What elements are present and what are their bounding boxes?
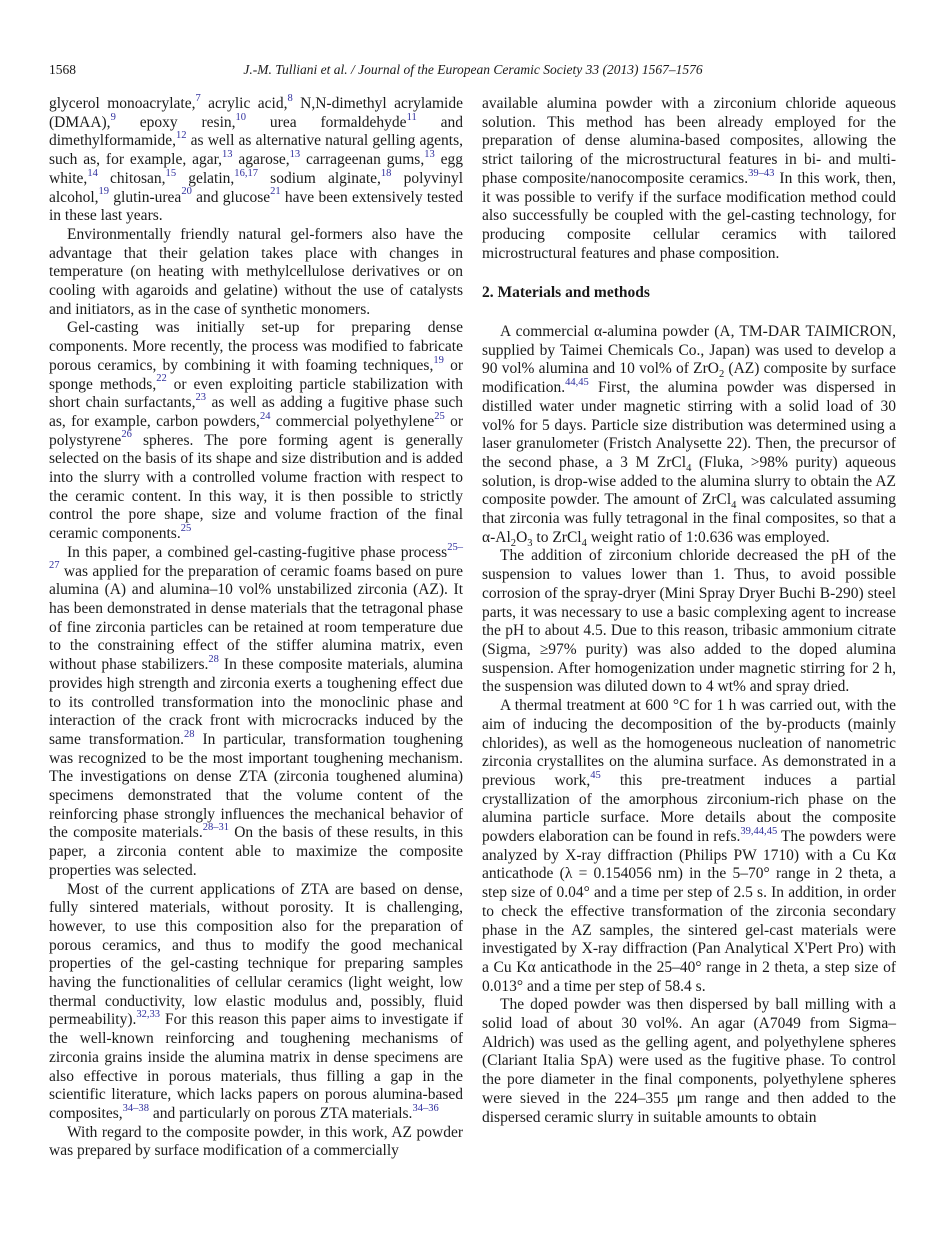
reference-citation[interactable]: 12 [175,130,187,142]
reference-citation[interactable]: 28 [208,653,219,665]
column-right [482,95,896,1161]
reference-citation[interactable]: 20 [181,186,192,198]
body-paragraph: A commercial α-alumina powder (A, TM-DAR TAIMICRON, supplied by Taimei Chemicals Co., Japan) was used to develop a 90 vol% alumina and 10 vol% of ZrO$_2$ (AZ) composite by surface modification.$^{44,45}$ First, the alumina powder was dispersed in distilled water under magnetic stirring with a solid load of 30 vol% for 5 days. Particle size distribution was determined using a laser granulometer (Fristch Analysette 22). Then, the precursor of the second phase, a 3 M ZrCl$_4$ (Fluka, >98% purity) aqueous solution, is drop-wise added to the alumina slurry to obtain the AZ composite powder. The amount of ZrCl$_4$ was calculated assuming that zirconia was fully tetragonal in the final composites, so that a $\alpha-Al_2O_3$ to ZrCl$_4$ weight ratio of 1:0.636 was employed. [482,323,896,549]
reference-citation[interactable]: 7 [195,92,201,104]
two-column-body [49,92,897,1161]
body-paragraph: With regard to the composite powder, in this work, AZ powder was prepared by surface modification of a commercially [49,1123,463,1160]
body-paragraph: glycerol monoacrylate,$^7$ acrylic acid,$^8$ N,N-dimethyl acrylamide (DMAA),$^9$ epoxy resin,$^{10}$ urea formaldehyde$^{11}$ and dimethylformamide,$^{12}$ as well as alternative natural gelling agents, such as, for example, agar,$^{13}$ agarose,$^{13}$ carrageenan gums,$^{13}$ egg white,$^{14}$ chitosan,$^{15}$ gelatin,$^{16,17}$ sodium alginate,$^{18}$ polyvinyl alcohol,$^{19}$ glutin-urea$^{20}$ and glucose$^{21}$ have been extensively tested in these last years. [49,92,464,225]
reference-citation[interactable]: 34–36 [412,1102,439,1114]
reference-citation[interactable]: 45 [590,769,601,781]
column-left [49,92,464,1161]
body-paragraph: Gel-casting was initially set-up for preparing dense components. More recently, the process was modified to fabricate porous ceramics, by combining it with foaming techniques,$^{19}$ or sponge methods,$^{22}$ or even exploiting particle stabilization with short chain surfactants,$^{23}$ as well as adding a fugitive phase such as, for example, carbon powders,$^{24}$ commercial polyethylene$^{25}$ or polystyrene$^{26}$ spheres. The pore forming agent is generally selected on the basis of its shape and size distribution and is added into the slurry with a controlled volume fraction with respect to the ceramic content. In this way, it is then possible to strictly control the pore shape, size and volume fraction of the final ceramic components.$^{25}$ [49,319,463,543]
body-paragraph: In this paper, a combined gel-casting-fugitive phase process$^{25-27}$ was applied for the preparation of ceramic foams based on pure alumina (A) and alumina–10 vol% unstabilized zirconia (AZ). It has been demonstrated in dense materials that the tetragonal phase of fine zirconia particles can be retained at room temperature due to the constraining effect of the stiffer alumina matrix, even without phase stabilizers.$^{28}$ In these composite materials, alumina provides high strength and zirconia exerts a toughening effect due to its controlled transformation into the monoclinic phase and interaction of the crack front with microcracks induced by the same transformation.$^{28}$ In particular, transformation toughening was recognized to be the most important toughening mechanism. The investigations on dense ZTA (zirconia toughened alumina) specimens demonstrated that the volume content of the reinforcing phase strongly influences the mechanical behavior of the composite materials.$^{28-31}$ On the basis of these results, in this paper, a zirconia content able to maximize the composite properties was selected. [49,541,463,879]
reference-citation[interactable]: 13 [289,148,301,160]
body-paragraph: A thermal treatment at 600 °C for 1 h was carried out, with the aim of inducing the decomposition of the by-products (mainly chlorides), as well as the homogeneous nucleation of nanometric zirconia crystallites on the alumina surface. As demonstrated in a previous work,$^{45}$ this pre-treatment induces a partial crystallization of the amorphous zirconium-rich phase on the alumina particle surface. More details about the composite powders elaboration can be found in refs.$^{39,44,45}$ The powders were analyzed by X-ray diffraction (Philips PW 1710) with a Cu Kα anticathode (λ = 0.154056 nm) in the 5–70° range in 2 theta, a step size of 0.04° and a time per step of 2.5 s. In addition, in order to check the effective transformation of the zirconia secondary phase in the AZ samples, the sintered gel-cast materials were investigated by X-ray diffraction (Pan Analytical X'Pert Pro) with a Cu Kα anticathode in the 25–40° range in 2 theta, a step size of 0.013° and a time per step of 58.4 s. [482,697,896,995]
reference-citation[interactable]: 26 [121,429,132,441]
reference-citation[interactable]: 19 [433,354,444,366]
chemical-subscript: 2 [718,369,725,381]
reference-citation[interactable]: 18 [380,167,392,179]
reference-citation[interactable]: 22 [156,373,167,385]
reference-citation[interactable]: 23 [195,392,206,404]
reference-citation[interactable]: 39–43 [748,167,775,179]
chemical-subscript: 3 [527,537,533,549]
reference-citation[interactable]: 9 [110,111,116,123]
reference-citation[interactable]: 25 [434,410,445,422]
chemical-subscript: 4 [686,463,692,475]
reference-citation[interactable]: 25–27 [49,541,463,572]
page-number: 1568 [49,62,76,77]
body-paragraph: Environmentally friendly natural gel-formers also have the advantage that their gelation takes place with changes in temperature (on heating with methylcellulose derivatives or on cooling with agaroids and gelatine) without the use of catalysts and initiators, as in the case of synthetic monomers. [49,225,463,318]
chemical-subscript: 4 [581,537,587,549]
reference-citation[interactable]: 28 [183,728,195,740]
reference-citation[interactable]: 13 [424,148,435,160]
reference-citation[interactable]: 28–31 [202,822,230,834]
reference-citation[interactable]: 8 [287,92,293,104]
reference-citation[interactable]: 44,45 [565,376,589,388]
body-paragraph: The doped powder was then dispersed by ball milling with a solid load of about 30 vol%. An agar (A7049 from Sigma–Aldrich) was used as the gelling agent, and polyethylene spheres (Clariant Italia SpA) were used as the fugitive phase. To control the pore diameter in the final components, polyethylene spheres were sieved in the 224–355 μm range and then added to the dispersed ceramic slurry in suitable amounts to obtain [482,996,896,1126]
reference-citation[interactable]: 14 [87,167,98,179]
page-header [49,62,897,80]
reference-citation[interactable]: 11 [406,111,417,123]
reference-citation[interactable]: 32,33 [136,1009,161,1021]
reference-citation[interactable]: 25 [180,522,192,534]
body-paragraph: available alumina powder with a zirconium chloride aqueous solution. This method has been already employed for the preparation of dense alumina-based composites, allowing the strict tailoring of the microstructural features in bi- and multi-phase composite/nanocomposite ceramics.$^{39-43}$ In this work, then, it was possible to verify if the surface modification method could also successfully be coupled with the gel-casting technology, for producing composite cellular ceramics with tailored microstructural features and phase composition. [482,95,896,262]
reference-citation[interactable]: 13 [222,148,233,160]
reference-citation[interactable]: 10 [235,111,247,123]
chemical-subscript: 2 [510,537,517,549]
reference-citation[interactable]: 24 [259,410,271,422]
section-heading: 2. Materials and methods [482,284,650,302]
reference-citation[interactable]: 19 [98,186,110,198]
body-paragraph: Most of the current applications of ZTA are based on dense, fully sintered materials, without porosity. It is challenging, however, to use this composition also for the preparation of porous ceramics, and thus to modify the good mechanical properties of the gel-casting technique for preparing samples having the functionalities of cellular ceramics (light weight, low thermal conductivity, low elastic modulus and, possibly, fluid permeability).$^{32,33}$ For this reason this paper aims to investigate if the well-known reinforcing and toughening mechanisms of zirconia grains inside the alumina matrix in dense specimens are also effective in porous materials, thus filling a gap in the scientific literature, which lacks papers on porous alumina-based composites,$^{34-38}$ and particularly on porous ZTA materials.$^{34-36}$ [49,880,463,1122]
running-title: J.-M. Tulliani et al. / Journal of the European Ceramic Society 33 (2013) 1567–1576 [243,62,703,77]
reference-citation[interactable]: 15 [165,167,177,179]
reference-citation[interactable]: 34–38 [122,1102,149,1114]
reference-citation[interactable]: 16,17 [234,167,258,179]
reference-citation[interactable]: 21 [270,186,281,198]
chemical-subscript: 4 [731,500,737,512]
reference-citation[interactable]: 39,44,45 [740,825,778,837]
body-paragraph: The addition of zirconium chloride decreased the pH of the suspension to values lower than 1. Thus, to avoid possible corrosion of the spray-dryer (Mini Spray Dryer Buchi B-290) steel parts, it was necessary to use a basic complexing agent to increase the pH to about 4.5. Due to this reason, tribasic ammonium citrate (Sigma, ≥97% purity) was also added to the doped alumina suspension. After homogenization under magnetic stirring for 2 h, the suspension was diluted down to 4 wt% and spray dried. [482,547,896,696]
